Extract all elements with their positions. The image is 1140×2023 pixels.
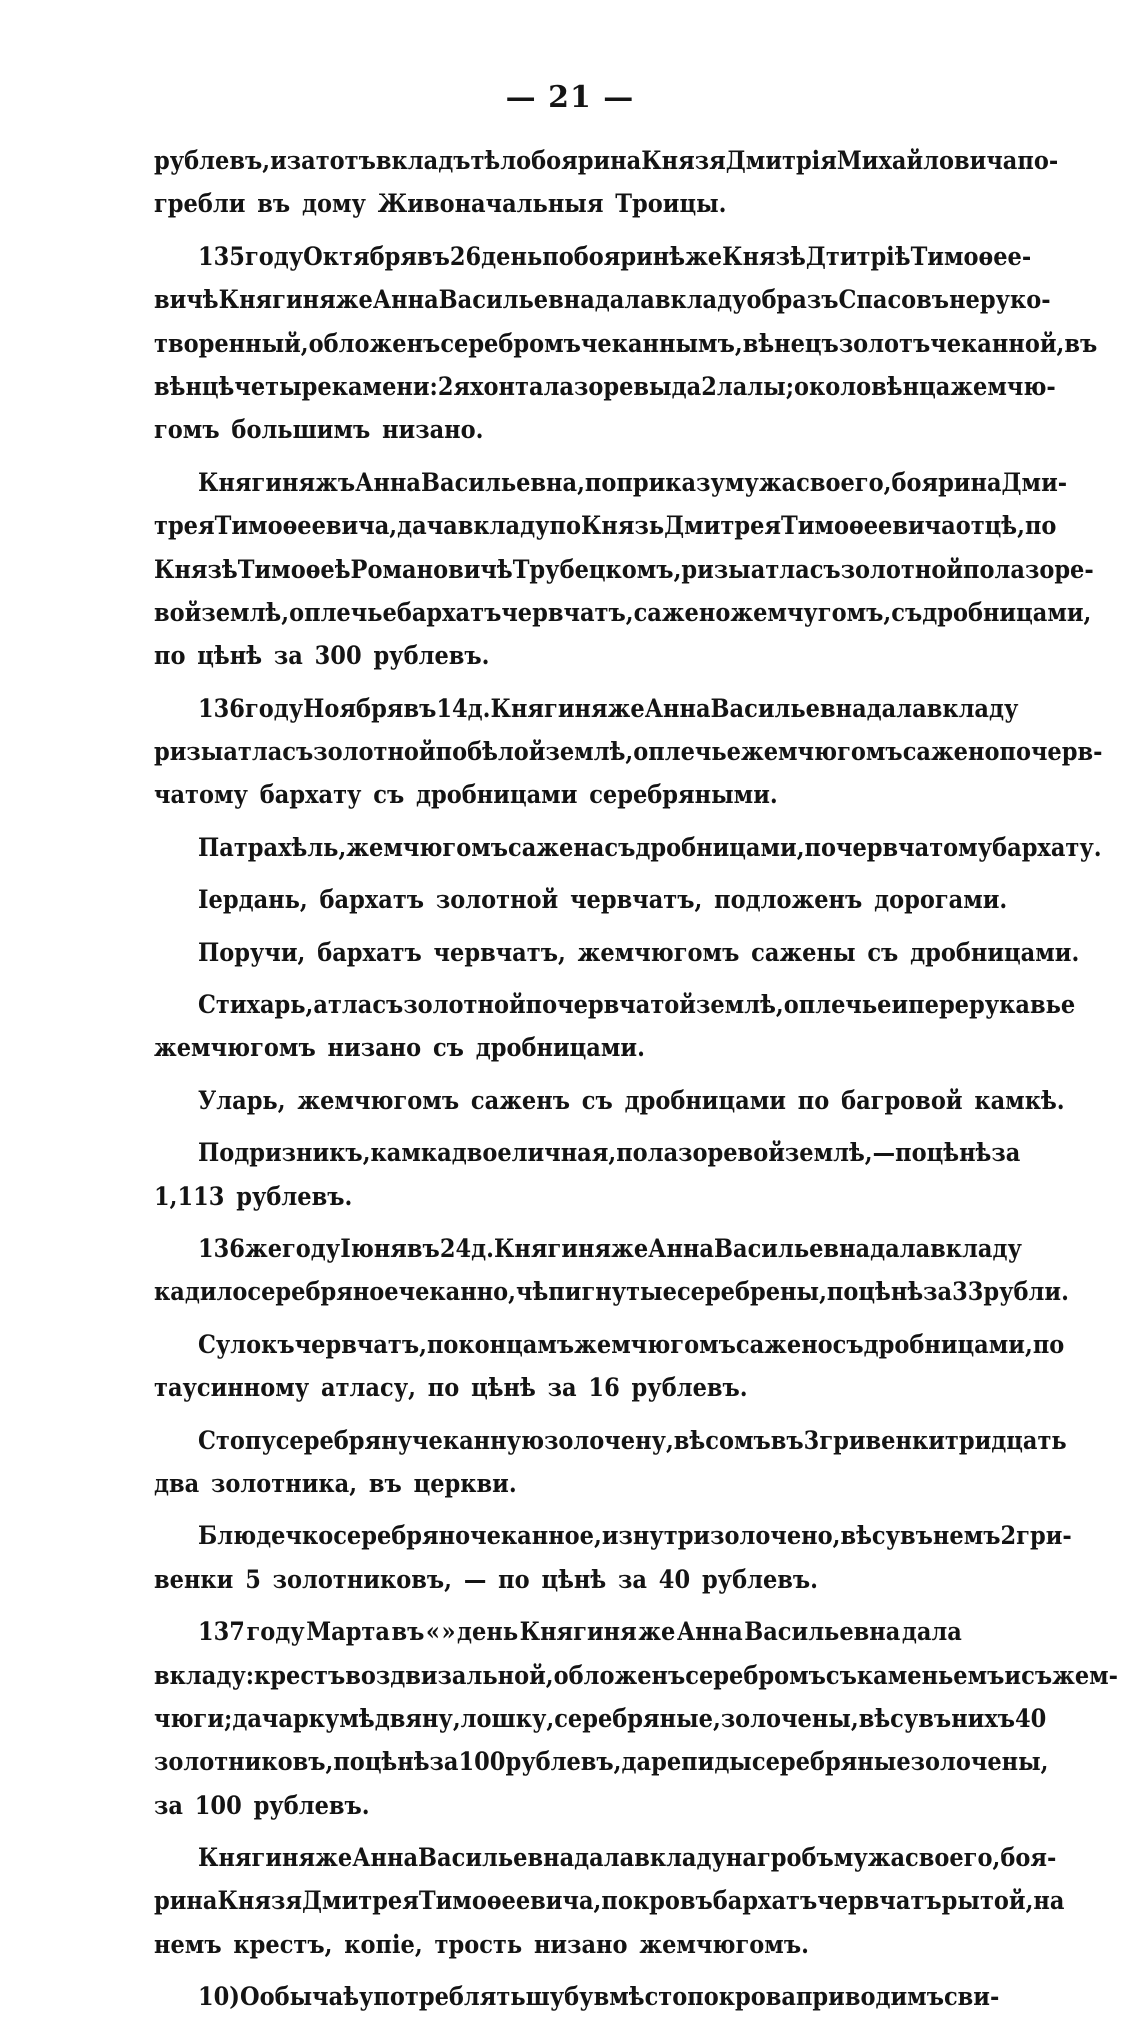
text-line: Блюдечко серебряно чеканное, изнутри золочено, вѣсу въ немъ 2 гри- (198, 1521, 1072, 1552)
text-line: Сулокъ червчатъ, по концамъ жемчюгомъ сажено съ дробницами, по (198, 1329, 1065, 1360)
text-line: Іердань, бархатъ золотной червчатъ, подложенъ дорогами. (198, 885, 1008, 915)
text-line: жемчюгомъ низано съ дробницами. (154, 1033, 645, 1064)
text-line: ризы атласъ золотной по бѣлой землѣ, оплечье жемчюгомъ сажено по черв- (154, 737, 1103, 767)
text-line: рублевъ, и за тотъ вкладъ тѣло боярина Князя Дмитрія Михайловича по- (154, 146, 1059, 176)
text-line: чатому бархату съ дробницами серебряными. (154, 780, 778, 811)
text-line: два золотника, въ церкви. (154, 1469, 517, 1499)
page-number: — 21 — (505, 80, 635, 115)
body-text (154, 140, 1119, 2020)
text-line: немъ крестъ, копіе, трость низано жемчюгомъ. (154, 1929, 809, 1960)
text-line: 136 же году Іюня въ 24 д. Княгиня же Анна Васильевна дала вкладу (198, 1234, 1022, 1264)
text-line: вкладу: крестъ воздвизальной, обложенъ серебромъ съ каменьемъ и съ жем- (154, 1660, 1119, 1691)
text-line: по цѣнѣ за 300 рублевъ. (154, 641, 490, 672)
text-line: таусинному атласу, по цѣнѣ за 16 рублевъ. (154, 1373, 748, 1403)
text-line: вѣнцѣ четыре камени: 2 яхонта лазоревы да 2 лалы; около вѣнца жемчю- (154, 372, 1056, 402)
text-line: рина Князя Дмитрея Тимоѳеевича, покровъ бархатъ червчатъ рытой, на (154, 1886, 1065, 1917)
text-line: Стопу серебряну чеканную золочену, вѣсомъ въ 3 гривенки тридцать (198, 1425, 1067, 1456)
text-line: Уларь, жемчюгомъ саженъ съ дробницами по багровой камкѣ. (198, 1085, 1065, 1116)
text-line: 137 году Марта въ « » день Княгиня же Анна Васильевна дала (198, 1617, 962, 1647)
text-line: 1,113 рублевъ. (154, 1181, 353, 1212)
text-line: трея Тимоѳеевича, дача вкладу по Князь Дмитрея Тимоѳеевича отцѣ, по (154, 511, 1057, 541)
text-line: гомъ большимъ низано. (154, 415, 484, 446)
text-line: золотниковъ, по цѣнѣ за 100 рублевъ, да репиды серебряные золочены, (154, 1747, 1049, 1778)
text-line: Князѣ Тимоѳеѣ Романовичѣ Трубецкомъ, ризы атласъ золотной по лазоре- (154, 554, 1094, 585)
text-line: Поручи, бархатъ червчатъ, жемчюгомъ сажены съ дробницами. (198, 937, 1080, 968)
text-line: вой землѣ, оплечье бархатъ червчатъ, сажено жемчугомъ, съ дробницами, (154, 597, 1092, 628)
text-line: Княгиня жъ Анна Васильевна, по приказу мужа своего, боярина Дми- (198, 467, 1068, 498)
text-line: чюги; да чарку мѣдвяну, лошку, серебряные, золочены, вѣсу въ нихъ 40 (154, 1703, 1047, 1734)
text-line: 135 году Октября въ 26 день по бояринѣ же Князѣ Дтитріѣ Тимоѳее- (198, 241, 1032, 272)
text-line: 10) О обычаѣ употреблять шубу вмѣсто покрова приводимъ сви- (198, 1982, 1000, 2012)
text-line: гребли въ дому Живоначальныя Троицы. (154, 189, 727, 220)
text-line: Патрахѣль, жемчюгомъ сажена съ дробницами, по червчатому бархату. (198, 832, 1102, 863)
text-line: Подризникъ, камка двоеличная, по лазоревой землѣ, — по цѣнѣ за (198, 1138, 1021, 1168)
text-line: Стихарь, атласъ золотной по червчатой землѣ, оплечье и перерукавье (198, 990, 1076, 1020)
text-line: творенный, обложенъ серебромъ чеканнымъ, вѣнецъ золотъ чеканной, въ (154, 328, 1098, 359)
text-line: кадило серебряное чеканно, чѣпи гнутые серебрены, по цѣнѣ за 33 рубли. (154, 1277, 1069, 1308)
text-line: вичѣ Княгиня же Анна Васильевна дала вкладу образъ Спасовъ неруко- (154, 285, 1051, 315)
text-line: 136 году Ноября въ 14 д. Княгиня же Анна Васильевна дала вкладу (198, 693, 1019, 724)
text-line: за 100 рублевъ. (154, 1790, 370, 1821)
text-line: венки 5 золотниковъ, — по цѣнѣ за 40 рублевъ. (154, 1564, 818, 1595)
text-line: Княгиня же Анна Васильевна дала вкладу на гробъ мужа своего, боя- (198, 1843, 1057, 1873)
